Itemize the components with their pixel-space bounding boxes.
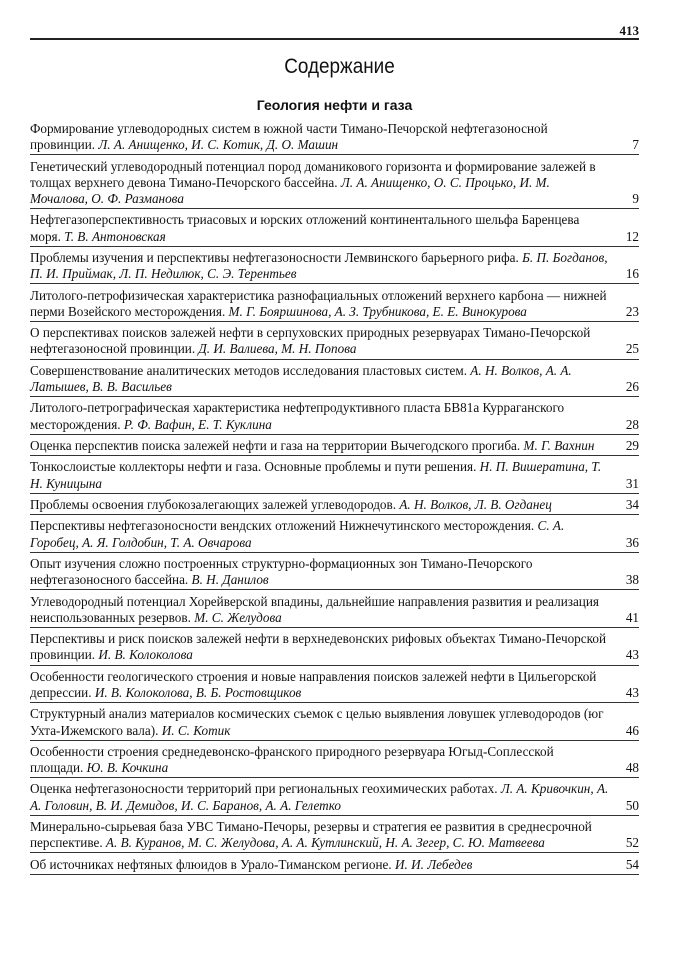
toc-entry-page: 16: [611, 266, 639, 282]
section-title: Геология нефти и газа: [256, 97, 413, 113]
header-rule: [30, 38, 639, 40]
toc-entry[interactable]: [30, 212, 639, 246]
table-of-contents: [30, 121, 639, 878]
toc-entry-title: Перспективы нефтегазоносности вендских отложений Нижнечутинского месторождения.: [30, 518, 535, 534]
toc-entry-page: 28: [611, 417, 639, 433]
toc-entry-authors: Л. А. Анищенко, И. С. Котик, Д. О. Машин: [98, 137, 339, 153]
toc-entry-title: Литолого-петрофизическая характеристика разнофациальных отложений верхнего карбона — нижней перми Возейского месторождения.: [30, 287, 607, 319]
toc-entry[interactable]: [30, 288, 639, 322]
toc-entry[interactable]: [30, 438, 639, 456]
toc-entry-page: 54: [611, 857, 639, 873]
toc-entry-page: 41: [611, 610, 639, 626]
toc-entry[interactable]: [30, 744, 639, 778]
toc-entry-page: 12: [611, 229, 639, 245]
toc-entry-title: Совершенствование аналитических методов исследования пластовых систем.: [30, 362, 467, 378]
toc-entry-authors: В. Н. Данилов: [191, 572, 269, 588]
toc-entry-authors: А. В. Куранов, М. С. Желудова, А. А. Кутлинский, Н. А. Зегер, С. Ю. Матвеева: [105, 835, 545, 851]
toc-entry[interactable]: [30, 459, 639, 493]
toc-entry-page: 26: [611, 379, 639, 395]
toc-entry-title: Формирование углеводородных систем в южной части Тимано-Печорской нефтегазоносной провинции.: [30, 121, 548, 153]
toc-entry[interactable]: [30, 631, 639, 665]
toc-entry-page: 9: [611, 191, 639, 207]
toc-entry-title: Генетический углеводородный потенциал пород доманикового горизонта и формирование залежей в толщах верхнего девона Тимано-Печорского бассейна.: [30, 158, 596, 190]
toc-entry-title: Оценка перспектив поиска залежей нефти и газа на территории Вычегодского прогиба.: [30, 437, 521, 453]
toc-entry[interactable]: [30, 325, 639, 359]
toc-entry-page: 29: [611, 438, 639, 454]
toc-entry-page: 48: [611, 760, 639, 776]
toc-entry-title: Особенности строения среднедевонско-франского природного резервуара Югыд-Соплесской площади.: [30, 743, 554, 776]
toc-entry[interactable]: [30, 781, 639, 815]
toc-entry-authors: Л. А. Анищенко, О. С. Процько, И. М. Мочалова, О. Ф. Разманова: [30, 174, 550, 206]
toc-entry-title: О перспективах поисков залежей нефти в серпуховских природных резервуарах Тимано-Печорской нефтегазоносной провинции.: [30, 325, 591, 357]
toc-entry-authors: С. А. Горобец, А. Я. Голдобин, Т. А. Овчарова: [30, 518, 565, 550]
toc-entry-page: 31: [611, 476, 639, 492]
toc-entry-authors: А. Н. Волков, А. А. Латышев, В. В. Васильев: [30, 362, 572, 394]
toc-entry[interactable]: [30, 518, 639, 552]
toc-entry-page: 43: [611, 685, 639, 701]
toc-entry-title: Об источниках нефтяных флюидов в Урало-Тиманском регионе.: [30, 856, 392, 872]
toc-entry-title: Тонкослоистые коллекторы нефти и газа. Основные проблемы и пути решения.: [30, 459, 477, 475]
toc-entry[interactable]: [30, 363, 639, 397]
toc-entry-page: 7: [611, 137, 639, 153]
toc-entry-authors: М. Г. Вахнин: [523, 437, 595, 453]
toc-entry-authors: Б. П. Богданов, П. И. Приймак, Л. П. Недилюк, С. Э. Терентьев: [30, 249, 608, 282]
page-title: Содержание: [284, 55, 395, 78]
toc-entry-page: 25: [611, 341, 639, 357]
toc-entry-page: 52: [611, 835, 639, 851]
toc-entry-authors: И. В. Колоколова, В. Б. Ростовщиков: [94, 684, 302, 700]
toc-entry-page: 50: [611, 798, 639, 814]
toc-entry-page: 46: [611, 723, 639, 739]
toc-entry-title: Опыт изучения сложно построенных структурно-формационных зон Тимано-Печорского нефтегазоносного бассейна.: [30, 555, 533, 588]
toc-entry[interactable]: [30, 159, 639, 210]
toc-entry-authors: И. В. Колоколова: [98, 647, 193, 663]
toc-entry[interactable]: [30, 250, 639, 284]
toc-entry-title: Перспективы и риск поисков залежей нефти в верхнедевонских рифовых объектах Тимано-Печорской провинции.: [30, 631, 607, 663]
toc-entry-authors: Н. П. Вишератина, Т. Н. Куницына: [30, 459, 602, 491]
toc-entry[interactable]: [30, 669, 639, 703]
toc-entry-authors: М. Г. Бояршинова, А. З. Трубникова, Е. Е. Винокурова: [228, 303, 527, 319]
toc-entry-title: Проблемы изучения и перспективы нефтегазоносности Лемвинского барьерного рифа.: [30, 249, 519, 265]
toc-entry[interactable]: [30, 594, 639, 628]
toc-entry[interactable]: [30, 819, 639, 853]
toc-entry-page: 36: [611, 535, 639, 551]
page-number: 413: [619, 23, 639, 38]
toc-entry-page: 43: [611, 647, 639, 663]
toc-entry-title: Оценка нефтегазоносности территорий при региональных геохимических работах.: [30, 781, 498, 797]
toc-entry-authors: Ю. В. Кочкина: [86, 760, 169, 776]
toc-entry-authors: Л. А. Кривочкин, А. А. Головин, В. И. Демидов, И. С. Баранов, А. А. Гелетко: [30, 781, 609, 813]
toc-entry[interactable]: [30, 857, 639, 875]
toc-entry-authors: Т. В. Антоновская: [64, 228, 166, 244]
toc-entry-title: Литолого-петрографическая характеристика нефтепродуктивного пласта БВ81а Курраганского месторождения.: [30, 400, 565, 432]
toc-entry[interactable]: [30, 556, 639, 590]
toc-entry-title: Углеводородный потенциал Хорейверской впадины, дальнейшие направления развития и реализация неиспользованных резервов.: [30, 593, 599, 625]
toc-entry-title: Структурный анализ материалов космических съемок с целью выявления ловушек углеводородов (юг Ухта-Ижемского вала).: [30, 706, 604, 738]
toc-entry-authors: Д. И. Валиева, М. Н. Попова: [198, 341, 357, 357]
toc-entry-title: Нефтегазоперспективность триасовых и юрских отложений континентального шельфа Баренцева моря.: [30, 212, 580, 244]
toc-entry-authors: И. И. Лебедев: [394, 856, 473, 872]
toc-entry-title: Проблемы освоения глубокозалегающих залежей углеводородов.: [30, 496, 397, 512]
toc-entry-authors: Р. Ф. Вафин, Е. Т. Куклина: [123, 416, 272, 432]
toc-entry[interactable]: [30, 400, 639, 434]
toc-entry-page: 38: [611, 572, 639, 588]
toc-entry-title: Минерально-сырьевая база УВС Тимано-Печоры, резервы и стратегия ее развития в среднесрочной перспективе.: [30, 819, 592, 851]
toc-entry-page: 34: [611, 497, 639, 513]
toc-entry-page: 23: [611, 304, 639, 320]
toc-entry[interactable]: [30, 706, 639, 740]
toc-entry[interactable]: [30, 497, 639, 515]
toc-entry-authors: И. С. Котик: [161, 722, 231, 738]
toc-entry[interactable]: [30, 121, 639, 155]
toc-entry-authors: М. С. Желудова: [194, 609, 282, 625]
toc-entry-authors: А. Н. Волков, Л. В. Огданец: [399, 496, 552, 512]
toc-entry-title: Особенности геологического строения и новые направления поисков залежей нефти в Цильегорской депрессии.: [30, 668, 597, 700]
